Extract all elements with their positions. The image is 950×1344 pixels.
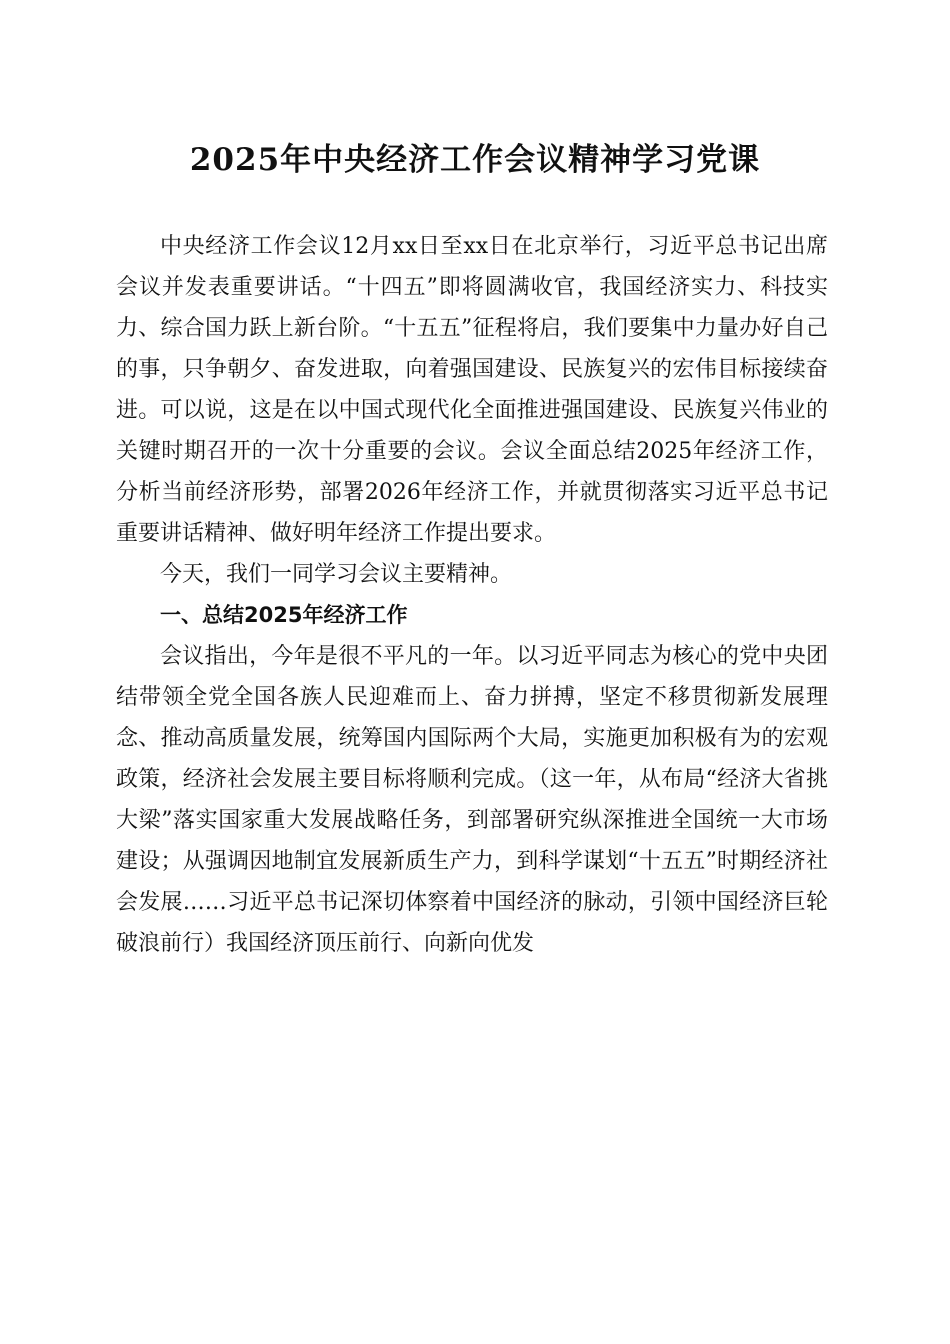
document-body bbox=[116, 226, 828, 964]
document-title: 2025年中央经济工作会议精神学习党课 bbox=[189, 142, 761, 178]
section-paragraph: 会议指出，今年是很不平凡的一年。以习近平同志为核心的党中央团结带领全党全国各族人民迎难而上、奋力拼搏，坚定不移贯彻新发展理念、推动高质量发展，统筹国内国际两个大局，实施更加积极有为的宏观政策，经济社会发展主要目标将顺利完成。（这一年，从布局“经济大省挑大梁”落实国家重大发展战略任务，到部署研究纵深推进全国统一大市场建设；从强调因地制宜发展新质生产力，到科学谋划“十五五”时期经济社会发展……习近平总书记深切体察着中国经济的脉动，引领中国经济巨轮破浪前行）我国经济顶压前行、向新向优发 bbox=[116, 644, 828, 956]
intro-paragraph: 中央经济工作会议12月xx日至xx日在北京举行，习近平总书记出席会议并发表重要讲话。“十四五”即将圆满收官，我国经济实力、科技实力、综合国力跃上新台阶。“十五五”征程将启，我们要集中力量办好自己的事，只争朝夕、奋发进取，向着强国建设、民族复兴的宏伟目标接续奋进。可以说，这是在以中国式现代化全面推进强国建设、民族复兴伟业的关键时期召开的一次十分重要的会议。会议全面总结2025年经济工作，分析当前经济形势，部署2026年经济工作，并就贯彻落实习近平总书记重要讲话精神、做好明年经济工作提出要求。 bbox=[116, 234, 828, 546]
section-heading: 一、总结2025年经济工作 bbox=[160, 603, 408, 627]
study-intro-paragraph: 今天，我们一同学习会议主要精神。 bbox=[160, 562, 513, 587]
